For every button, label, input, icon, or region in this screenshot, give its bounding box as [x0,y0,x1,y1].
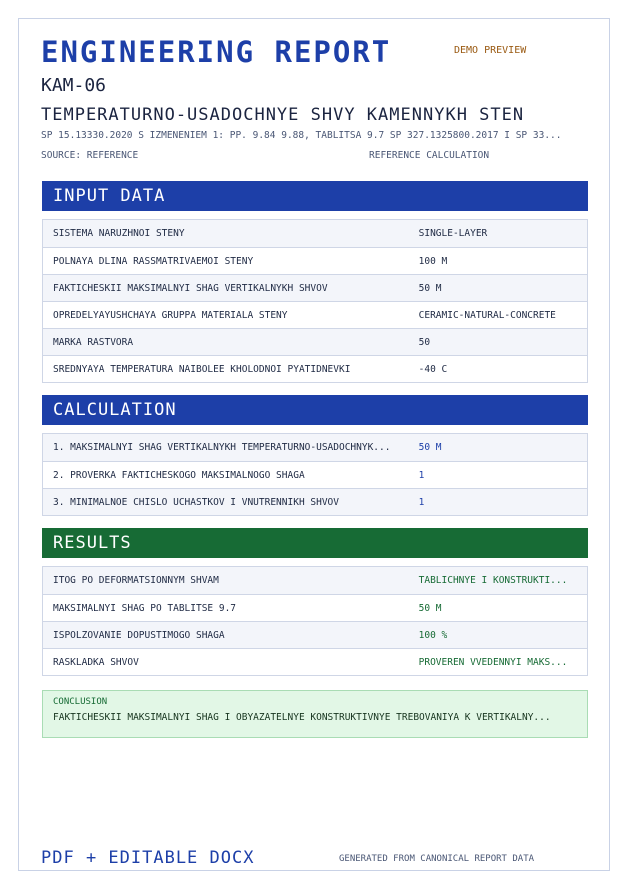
demo-preview-badge: DEMO PREVIEW [454,45,527,56]
result-value: 100 % [418,629,448,641]
input-label: SISTEMA NARUZHNOI STENY [53,228,185,239]
calculation-step: 3. MINIMALNOE CHISLO UCHASTKOV I VNUTRENNIKH SHVOV [53,496,339,508]
result-value: 50 M [418,602,442,614]
table-row [43,220,587,247]
input-label: SREDNYAYA TEMPERATURA NAIBOLEE KHOLODNOI PYATIDNEVKI [53,363,351,375]
input-value: 100 M [418,255,448,267]
input-value: SINGLE-LAYER [418,228,488,239]
table-row [43,274,587,301]
result-label: ISPOLZOVANIE DOPUSTIMOGO SHAGA [53,629,225,641]
table-row [43,594,587,621]
calculation-value: 50 M [418,442,442,453]
input-value: 50 [418,336,431,348]
table-row [43,328,587,355]
report-code: KAM-06 [41,75,107,96]
result-label: MAKSIMALNYI SHAG PO TABLITSE 9.7 [53,602,237,614]
result-label: RASKLADKA SHVOV [53,656,139,668]
calculation-type-label: REFERENCE CALCULATION [369,150,490,161]
source-label: SOURCE: REFERENCE [41,150,139,161]
table-row [43,355,587,382]
table-row [43,434,587,461]
table-row [43,488,587,515]
results-header: RESULTS [42,528,588,558]
export-formats-label: PDF + EDITABLE DOCX [41,848,255,868]
table-row [43,648,587,675]
input-label: POLNAYA DLINA RASSMATRIVAEMOI STENY [53,255,254,267]
calculation-value: 1 [418,469,425,481]
calculation-step: 1. MAKSIMALNYI SHAG VERTIKALNYKH TEMPERATURNO-USADOCHNYK... [53,442,391,453]
result-value: TABLICHNYE I KONSTRUKTI... [418,575,568,586]
input-data-header: INPUT DATA [42,181,588,211]
input-label: FAKTICHESKII MAKSIMALNYI SHAG VERTIKALNYKH SHVOV [53,282,328,294]
conclusion-box [42,690,588,738]
table-row [43,621,587,648]
calculation-value: 1 [418,496,425,508]
conclusion-label: CONCLUSION [53,697,108,707]
table-row [43,461,587,488]
report-title: ENGINEERING REPORT [41,35,392,69]
table-row [43,247,587,274]
results-table [42,566,588,676]
input-data-table [42,219,588,383]
input-value: CERAMIC-NATURAL-CONCRETE [418,309,556,321]
conclusion-text: FAKTICHESKII MAKSIMALNYI SHAG I OBYAZATELNYE KONSTRUKTIVNYE TREBOVANIYA K VERTIKALNY... [53,712,551,723]
generated-note: GENERATED FROM CANONICAL REPORT DATA [339,854,535,864]
calculation-table [42,433,588,516]
standards-references: SP 15.13330.2020 S IZMENENIEM 1: PP. 9.84 9.88, TABLITSA 9.7 SP 327.1325800.2017 I SP 33... [41,130,562,141]
calculation-header: CALCULATION [42,395,588,425]
table-row [43,301,587,328]
result-label: ITOG PO DEFORMATSIONNYM SHVAM [53,575,219,586]
table-row [43,567,587,594]
input-label: OPREDELYAYUSHCHAYA GRUPPA MATERIALA STENY [53,309,288,321]
calculation-step: 2. PROVERKA FAKTICHESKOGO MAKSIMALNOGO SHAGA [53,469,305,481]
input-value: -40 C [418,363,448,375]
input-label: MARKA RASTVORA [53,336,134,348]
input-value: 50 M [418,282,442,294]
result-value: PROVEREN VVEDENNYI MAKS... [418,656,568,668]
document-title: TEMPERATURNO-USADOCHNYE SHVY KAMENNYKH STEN [41,105,525,125]
report-page [18,18,610,871]
